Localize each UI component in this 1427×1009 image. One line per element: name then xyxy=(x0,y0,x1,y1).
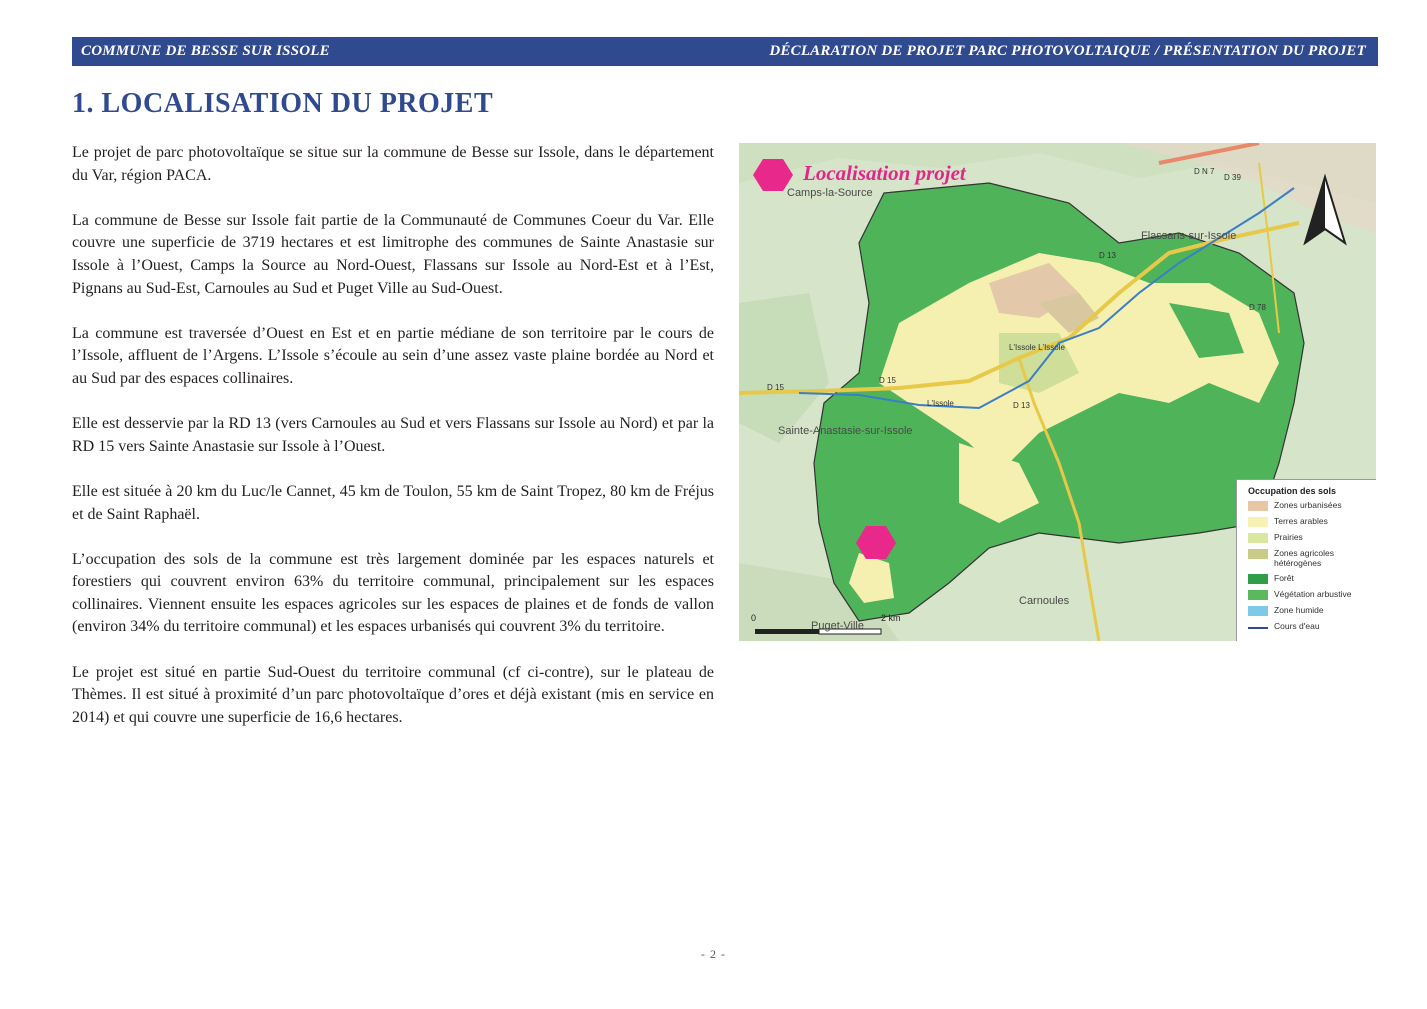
road-label-d13-north: D 13 xyxy=(1099,251,1116,260)
legend-item-forest xyxy=(1248,573,1376,584)
land-use-legend xyxy=(1236,479,1376,641)
road-label-d78: D 78 xyxy=(1249,303,1266,312)
legend-item-arable xyxy=(1248,516,1376,527)
label-flassans-sur-issole: Flassans-sur-Issole xyxy=(1141,230,1237,242)
legend-swatch xyxy=(1248,590,1268,600)
river-label: L'Issole xyxy=(927,399,954,408)
paragraph-commune: La commune de Besse sur Issole fait partie de la Communauté de Communes Coeur du Var. Elle couvre une superficie de 3719 hectares et est limitrophe des communes de Sainte Anastasie sur Issole à l’Ouest, Camps la Source au Nord-Ouest, Flassans sur Issole au Nord-Est et à l’Est, Pignans au Sud-Est, Carnoules au Sud et Puget Ville au Sud-Ouest. xyxy=(72,211,714,297)
legend-label: Terres arables xyxy=(1274,516,1328,526)
paragraph-issole: La commune est traversée d’Ouest en Est et en partie médiane de son territoire par le cours de l’Issole, affluent de l’Argens. L’Issole s’écoule au sein d’une assez vaste plaine bordée au Nord et au Sud par des espaces collinaires. xyxy=(72,324,714,387)
section-title: 1. LOCALISATION DU PROJET xyxy=(72,88,494,119)
legend-item-urban xyxy=(1248,500,1376,511)
paragraph-project: Le projet est situé en partie Sud-Ouest du territoire communal (cf ci-contre), sur le plateau de Thèmes. Il est situé à proximité d’un parc photovoltaïque d’ores et déjà existant (mis en service en 2014) et qui couvre une superficie de 16,6 hectares. xyxy=(72,663,714,726)
header-band xyxy=(72,37,1378,66)
legend-title: Occupation des sols xyxy=(1248,486,1337,496)
label-puget-ville: Puget-Ville xyxy=(811,620,864,632)
scale-two-km: 2 km xyxy=(881,613,901,623)
road-label-d15-mid: D 15 xyxy=(879,376,896,385)
legend-label: Zone humide xyxy=(1274,605,1324,615)
legend-swatch xyxy=(1248,517,1268,527)
label-camps-la-source: Camps-la-Source xyxy=(787,187,873,199)
paragraph-distances: Elle est située à 20 km du Luc/le Cannet, 45 km de Toulon, 55 km de Saint Tropez, 80 km de Fréjus et de Saint Raphaël. xyxy=(72,482,714,523)
legend-label: Forêt xyxy=(1274,573,1294,583)
legend-item-prairies xyxy=(1248,532,1376,543)
legend-label: Cours d'eau xyxy=(1274,621,1320,631)
legend-item-heterogeneous xyxy=(1248,548,1376,568)
legend-swatch xyxy=(1248,501,1268,511)
legend-swatch-line xyxy=(1248,627,1268,629)
legend-swatch xyxy=(1248,533,1268,543)
page-number: - 2 - xyxy=(701,947,726,961)
legend-label: Zones urbanisées xyxy=(1274,500,1342,510)
scale-zero: 0 xyxy=(751,613,757,623)
road-label-d39: D 39 xyxy=(1224,173,1241,182)
label-sainte-anastasie: Sainte-Anastasie-sur-Issole xyxy=(778,425,913,437)
map-title: Localisation projet xyxy=(803,161,966,185)
header-document-title: DÉCLARATION DE PROJET PARC PHOTOVOLTAIQUE / PRÉSENTATION DU PROJET xyxy=(769,43,1366,59)
legend-item-shrubland xyxy=(1248,589,1376,600)
legend-item-watercourse xyxy=(1248,621,1376,631)
paragraph-roads: Elle est desservie par la RD 13 (vers Carnoules au Sud et vers Flassans sur Issole au Nord) et par la RD 15 vers Sainte Anastasie sur Issole à l’Ouest. xyxy=(72,415,714,455)
paragraph-location: Le projet de parc photovoltaïque se situe sur la commune de Besse sur Issole, dans le département du Var, région PACA. xyxy=(72,144,714,184)
river-label-north: L'Issole L'Issole xyxy=(1009,343,1065,352)
paragraph-land-use: L’occupation des sols de la commune est très largement dominée par les espaces naturels et forestiers qui couvrent environ 63% du territoire communal, principalement sur les espaces collinaires. Viennent ensuite les espaces agricoles sur les espaces de plaines et de fonds de vallon (environ 34% du territoire communal) et les espaces urbanisés qui couvrent 3% du territoire. xyxy=(72,550,714,636)
label-carnoules: Carnoules xyxy=(1019,595,1070,607)
legend-item-wetland xyxy=(1248,605,1376,616)
body-text xyxy=(72,142,714,752)
legend-label: Prairies xyxy=(1274,532,1303,542)
header-commune: COMMUNE DE BESSE SUR ISSOLE xyxy=(81,43,330,59)
legend-swatch xyxy=(1248,574,1268,584)
road-label-d15-west: D 15 xyxy=(767,383,784,392)
legend-swatch xyxy=(1248,549,1268,559)
road-label-dn7: D N 7 xyxy=(1194,167,1215,176)
road-label-d13-south: D 13 xyxy=(1013,401,1030,410)
location-map xyxy=(739,143,1376,641)
legend-label: Zones agricoles hétérogènes xyxy=(1274,548,1335,568)
legend-swatch xyxy=(1248,606,1268,616)
legend-label: Végétation arbustive xyxy=(1274,589,1352,599)
